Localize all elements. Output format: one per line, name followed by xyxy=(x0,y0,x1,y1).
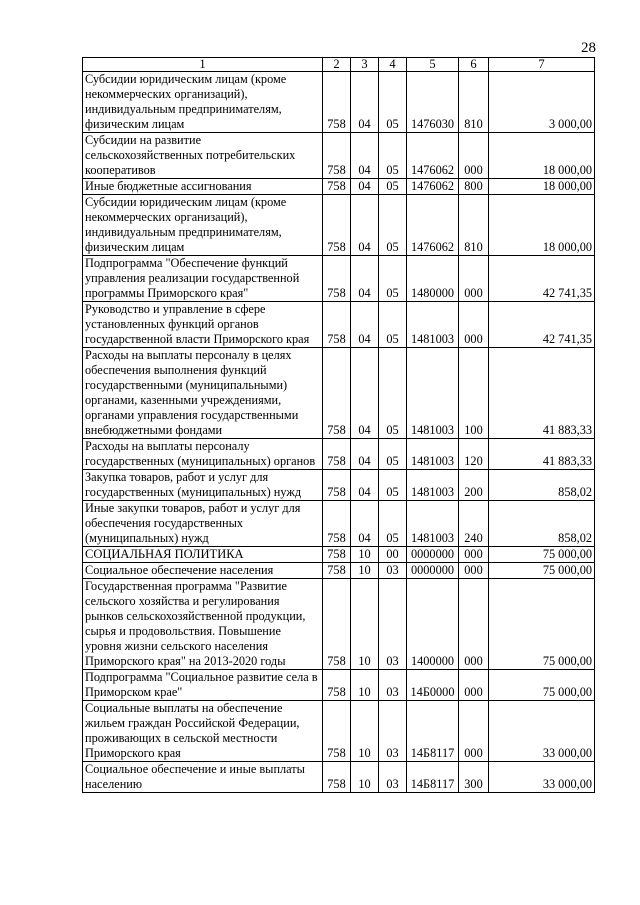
row-section: 04 xyxy=(351,133,379,179)
row-amount: 75 000,00 xyxy=(489,563,595,579)
row-subsection: 05 xyxy=(379,302,407,348)
row-amount: 41 883,33 xyxy=(489,348,595,439)
row-target: 1480000 xyxy=(407,256,459,302)
row-subsection: 05 xyxy=(379,72,407,133)
table-row xyxy=(83,72,595,133)
table-row xyxy=(83,133,595,179)
table-row xyxy=(83,670,595,701)
row-subsection: 05 xyxy=(379,439,407,470)
table-row xyxy=(83,470,595,501)
row-kind: 000 xyxy=(459,256,489,302)
table-row xyxy=(83,501,595,547)
row-amount: 75 000,00 xyxy=(489,547,595,563)
row-section: 10 xyxy=(351,701,379,762)
page-number: 28 xyxy=(581,40,596,56)
row-amount: 75 000,00 xyxy=(489,579,595,670)
row-target: 1476062 xyxy=(407,195,459,256)
row-section: 04 xyxy=(351,179,379,195)
row-section: 04 xyxy=(351,256,379,302)
row-code: 758 xyxy=(323,701,351,762)
row-section: 04 xyxy=(351,439,379,470)
row-amount: 33 000,00 xyxy=(489,762,595,793)
row-code: 758 xyxy=(323,563,351,579)
table-row xyxy=(83,348,595,439)
row-code: 758 xyxy=(323,133,351,179)
table-row xyxy=(83,701,595,762)
row-kind: 100 xyxy=(459,348,489,439)
row-subsection: 05 xyxy=(379,256,407,302)
row-name: Расходы на выплаты персоналу государственных (муниципальных) органов xyxy=(83,439,323,470)
row-code: 758 xyxy=(323,302,351,348)
row-name: СОЦИАЛЬНАЯ ПОЛИТИКА xyxy=(83,547,323,563)
table-row xyxy=(83,563,595,579)
row-kind: 810 xyxy=(459,195,489,256)
row-amount: 42 741,35 xyxy=(489,302,595,348)
table-row xyxy=(83,302,595,348)
row-name: Иные закупки товаров, работ и услуг для обеспечения государственных (муниципальных) нужд xyxy=(83,501,323,547)
row-section: 04 xyxy=(351,470,379,501)
row-code: 758 xyxy=(323,439,351,470)
row-kind: 800 xyxy=(459,179,489,195)
row-name: Государственная программа "Развитие сельского хозяйства и регулирования рынков сельскохозяйственной продукции, сырья и продовольствия. Повышение уровня жизни сельского населения Приморского края" на 2013-2020 годы xyxy=(83,579,323,670)
row-subsection: 05 xyxy=(379,501,407,547)
table-row xyxy=(83,762,595,793)
row-name: Иные бюджетные ассигнования xyxy=(83,179,323,195)
row-target: 1481003 xyxy=(407,439,459,470)
header-cell: 6 xyxy=(459,58,489,72)
row-code: 758 xyxy=(323,179,351,195)
row-section: 04 xyxy=(351,501,379,547)
row-name: Подпрограмма "Обеспечение функций управления реализации государственной программы Приморского края" xyxy=(83,256,323,302)
row-section: 04 xyxy=(351,348,379,439)
row-amount: 33 000,00 xyxy=(489,701,595,762)
row-name: Закупка товаров, работ и услуг для государственных (муниципальных) нужд xyxy=(83,470,323,501)
row-name: Субсидии юридическим лицам (кроме некоммерческих организаций), индивидуальным предпринимателям, физическим лицам xyxy=(83,195,323,256)
row-amount: 18 000,00 xyxy=(489,133,595,179)
row-subsection: 05 xyxy=(379,470,407,501)
row-target: 1481003 xyxy=(407,302,459,348)
row-code: 758 xyxy=(323,470,351,501)
row-code: 758 xyxy=(323,579,351,670)
table-row xyxy=(83,179,595,195)
row-name: Социальное обеспечение населения xyxy=(83,563,323,579)
row-target: 14Б8117 xyxy=(407,762,459,793)
header-cell: 7 xyxy=(489,58,595,72)
row-subsection: 03 xyxy=(379,563,407,579)
row-subsection: 03 xyxy=(379,762,407,793)
header-cell: 1 xyxy=(83,58,323,72)
row-subsection: 05 xyxy=(379,179,407,195)
row-kind: 120 xyxy=(459,439,489,470)
row-section: 04 xyxy=(351,302,379,348)
row-kind: 000 xyxy=(459,670,489,701)
row-kind: 000 xyxy=(459,302,489,348)
row-section: 04 xyxy=(351,72,379,133)
header-cell: 2 xyxy=(323,58,351,72)
row-kind: 810 xyxy=(459,72,489,133)
row-subsection: 05 xyxy=(379,133,407,179)
row-target: 1481003 xyxy=(407,348,459,439)
row-target: 1481003 xyxy=(407,501,459,547)
header-row xyxy=(83,58,595,72)
row-target: 1476062 xyxy=(407,133,459,179)
table-row xyxy=(83,547,595,563)
row-code: 758 xyxy=(323,256,351,302)
table-row xyxy=(83,439,595,470)
row-subsection: 05 xyxy=(379,195,407,256)
row-amount: 42 741,35 xyxy=(489,256,595,302)
row-subsection: 03 xyxy=(379,701,407,762)
row-name: Социальные выплаты на обеспечение жильем граждан Российской Федерации, проживающих в сельской местности Приморского края xyxy=(83,701,323,762)
row-name: Руководство и управление в сфере установленных функций органов государственной власти Приморского края xyxy=(83,302,323,348)
row-section: 04 xyxy=(351,195,379,256)
row-target: 14Б8117 xyxy=(407,701,459,762)
row-section: 10 xyxy=(351,762,379,793)
row-target: 14Б0000 xyxy=(407,670,459,701)
table-row xyxy=(83,579,595,670)
header-cell: 3 xyxy=(351,58,379,72)
row-name: Расходы на выплаты персоналу в целях обеспечения выполнения функций государственными (муниципальными) органами, казенными учреждениями, органами управления государственными внебюджетными фондами xyxy=(83,348,323,439)
row-kind: 000 xyxy=(459,563,489,579)
row-kind: 200 xyxy=(459,470,489,501)
row-target: 1481003 xyxy=(407,470,459,501)
row-section: 10 xyxy=(351,579,379,670)
row-amount: 858,02 xyxy=(489,470,595,501)
row-kind: 000 xyxy=(459,579,489,670)
row-name: Субсидии юридическим лицам (кроме некоммерческих организаций), индивидуальным предпринимателям, физическим лицам xyxy=(83,72,323,133)
row-code: 758 xyxy=(323,348,351,439)
header-cell: 5 xyxy=(407,58,459,72)
row-section: 10 xyxy=(351,670,379,701)
row-code: 758 xyxy=(323,195,351,256)
row-target: 1476030 xyxy=(407,72,459,133)
row-amount: 75 000,00 xyxy=(489,670,595,701)
row-kind: 000 xyxy=(459,133,489,179)
row-code: 758 xyxy=(323,670,351,701)
row-code: 758 xyxy=(323,547,351,563)
row-target: 0000000 xyxy=(407,547,459,563)
row-amount: 41 883,33 xyxy=(489,439,595,470)
row-target: 1400000 xyxy=(407,579,459,670)
row-amount: 18 000,00 xyxy=(489,179,595,195)
row-subsection: 03 xyxy=(379,670,407,701)
row-code: 758 xyxy=(323,762,351,793)
row-name: Субсидии на развитие сельскохозяйственных потребительских кооперативов xyxy=(83,133,323,179)
row-target: 1476062 xyxy=(407,179,459,195)
budget-table xyxy=(82,57,595,793)
row-subsection: 00 xyxy=(379,547,407,563)
row-section: 10 xyxy=(351,563,379,579)
row-section: 10 xyxy=(351,547,379,563)
row-amount: 18 000,00 xyxy=(489,195,595,256)
row-target: 0000000 xyxy=(407,563,459,579)
row-kind: 240 xyxy=(459,501,489,547)
row-subsection: 05 xyxy=(379,348,407,439)
row-name: Социальное обеспечение и иные выплаты населению xyxy=(83,762,323,793)
row-code: 758 xyxy=(323,72,351,133)
row-kind: 000 xyxy=(459,701,489,762)
row-subsection: 03 xyxy=(379,579,407,670)
row-code: 758 xyxy=(323,501,351,547)
row-name: Подпрограмма "Социальное развитие села в Приморском крае" xyxy=(83,670,323,701)
row-kind: 300 xyxy=(459,762,489,793)
row-kind: 000 xyxy=(459,547,489,563)
table-row xyxy=(83,256,595,302)
table-row xyxy=(83,195,595,256)
row-amount: 3 000,00 xyxy=(489,72,595,133)
row-amount: 858,02 xyxy=(489,501,595,547)
header-cell: 4 xyxy=(379,58,407,72)
